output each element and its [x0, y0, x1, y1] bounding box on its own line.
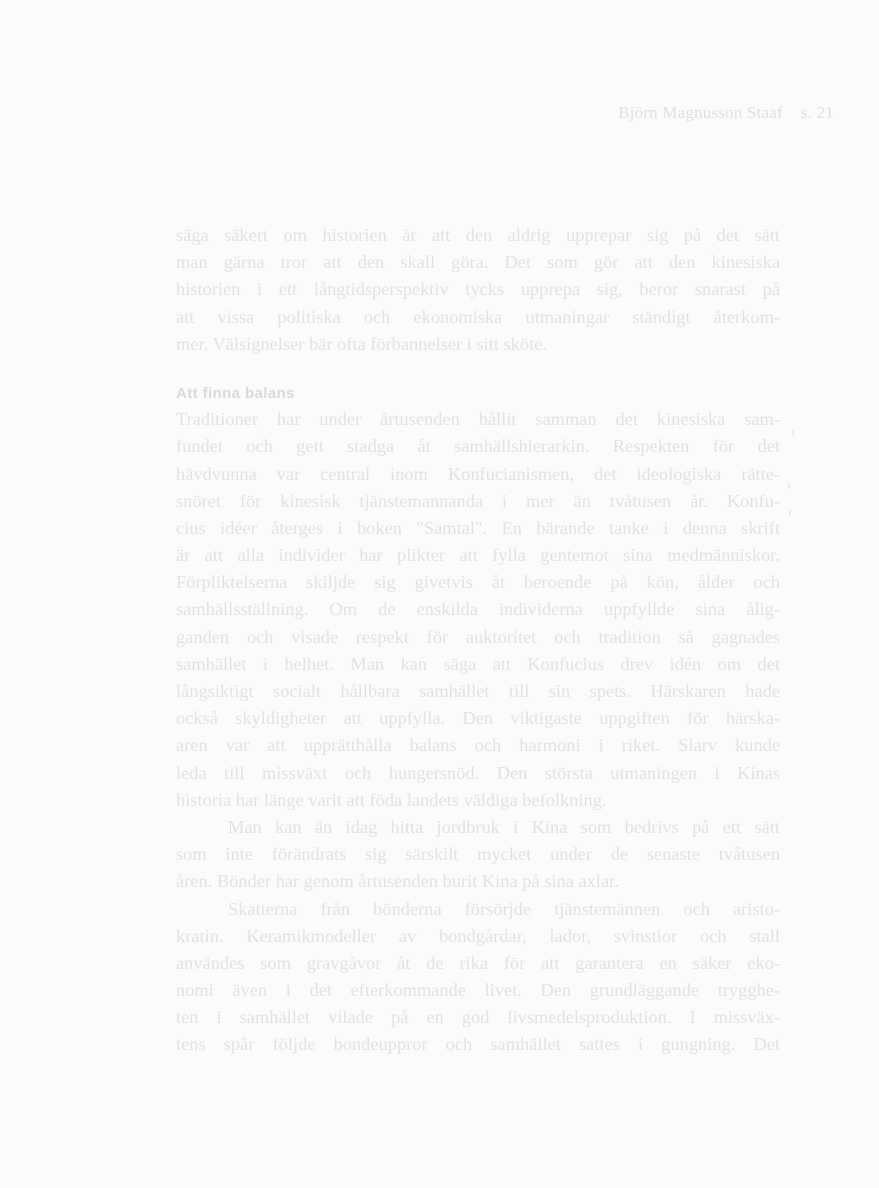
text-line: ganden och visade respekt för auktoritet och tradition så gagnades	[176, 626, 780, 647]
text-line: mer. Välsignelser bär ofta förbannelser i sitt sköte.	[176, 333, 547, 354]
text-line: nomi även i det efterkommande livet. Den grundläggande trygghe-	[176, 980, 780, 1001]
text-line: också skyldigheter att uppfylla. Den viktigaste uppgiften för härska-	[176, 708, 780, 729]
text-line: cius idéer återges i boken "Samtal". En bärande tanke i denna skrift	[176, 517, 780, 538]
text-line: tens spår följde bondeuppror och samhället sattes i gungning. Det	[176, 1034, 780, 1055]
text-line: leda till missväxt och hungersnöd. Den största utmaningen i Kinas	[176, 762, 780, 783]
paragraph	[176, 814, 780, 896]
text-line: samhällsställning. Om de enskilda individerna uppfyllde sina ålig-	[176, 599, 780, 620]
paragraph	[176, 406, 780, 814]
text-line: historia har länge varit att föda landets väldiga befolkning.	[176, 789, 607, 810]
scan-speck	[792, 430, 794, 436]
section-heading: Att finna balans	[176, 384, 295, 402]
running-head	[618, 103, 834, 123]
text-line: ten i samhället vilade på en god livsmedelsproduktion. I missväx-	[176, 1007, 780, 1028]
text-line: man gärna tror att den skall göra. Det som gör att den kinesiska	[176, 252, 780, 273]
text-line: aren var att upprätthålla balans och harmoni i riket. Slarv kunde	[176, 735, 780, 756]
header-page-number: s. 21	[800, 103, 834, 122]
text-line: åren. Bönder har genom årtusenden burit Kina på sina axlar.	[176, 871, 619, 892]
header-author: Björn Magnusson Staaf	[618, 103, 783, 122]
text-line: Traditioner har under årtusenden hållit samman det kinesiska sam-	[176, 409, 780, 430]
text-line: samhället i helhet. Man kan säga att Konfucius drev idén om det	[176, 653, 780, 674]
scan-speck	[789, 510, 791, 516]
text-line: fundet och gett stadga åt samhällshierarkin. Respekten för det	[176, 436, 780, 457]
text-line: Man kan än idag hitta jordbruk i Kina som bedrivs på ett sätt	[228, 816, 780, 837]
text-line: långsiktigt socialt hållbara samhället till sin spets. Härskaren hade	[176, 681, 780, 701]
text-line: användes som gravgåvor åt de rika för att garantera en säker eko-	[176, 952, 780, 973]
paragraph	[176, 222, 780, 358]
scan-speck	[788, 483, 790, 489]
text-line: säga säkert om historien är att den aldrig upprepar sig på det sätt	[176, 225, 780, 245]
text-line: är att alla individer har plikter att fylla gentemot sina medmänniskor.	[176, 545, 780, 566]
paragraph	[176, 896, 780, 1059]
text-line: kratin. Keramikmodeller av bondgårdar, lador, svinstior och stall	[176, 925, 780, 946]
body-text	[176, 222, 780, 1059]
text-line: hävdvunna var central inom Konfucianismen, det ideologiska rätte-	[176, 463, 780, 484]
text-line: Förpliktelserna skiljde sig givetvis åt beroende på kön, ålder och	[176, 572, 780, 593]
text-line: som inte förändrats sig särskilt mycket under de senaste tvåtusen	[176, 844, 780, 865]
text-line: historien i ett långtidsperspektiv tycks upprepa sig, beror snarast på	[176, 279, 780, 300]
text-line: att vissa politiska och ekonomiska utmaningar ständigt återkom-	[176, 306, 780, 327]
text-line: snöret för kinesisk tjänstemannanda i mer än tvåtusen år. Konfu-	[176, 490, 780, 511]
text-line: Skatterna från bönderna försörjde tjänstemännen och aristo-	[228, 898, 780, 919]
